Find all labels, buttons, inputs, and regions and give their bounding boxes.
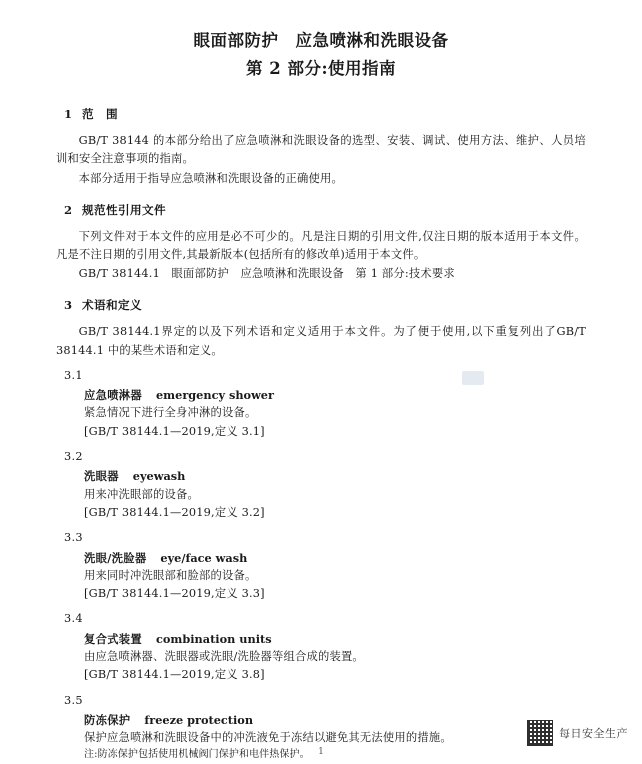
section-2-paragraph-1: 下列文件对于本文件的应用是必不可少的。凡是注日期的引用文件,仅注日期的版本适用于本文件。凡是不注日期的引用文件,其最新版本(包括所有的修改单)适用于本文件。	[56, 229, 586, 261]
section-number-3: 3	[64, 298, 73, 313]
term-definition: 紧急情况下进行全身冲淋的设备。	[84, 406, 257, 420]
section-number-2: 2	[64, 202, 73, 217]
term-number: 3.2	[64, 450, 83, 464]
watermark-mark	[462, 371, 484, 385]
document-body	[56, 105, 586, 764]
term-source: [GB/T 38144.1—2019,定义 3.8]	[84, 668, 265, 682]
section-title-2: 规范性引用文件	[82, 202, 166, 217]
page-title: 眼面部防护 应急喷淋和洗眼设备	[193, 31, 449, 50]
term-definition: 用来同时冲洗眼部和脸部的设备。	[84, 568, 257, 582]
section-title-3: 术语和定义	[82, 298, 142, 313]
term-name-en: emergency shower	[156, 388, 274, 403]
term-source: [GB/T 38144.1—2019,定义 3.3]	[84, 587, 265, 601]
term-name	[84, 467, 586, 485]
page-number: 1	[318, 747, 324, 757]
term-definition: 保护应急喷淋和洗眼设备中的冲洗液免于冻结以避免其无法使用的措施。	[84, 731, 452, 745]
term-definition: 用来冲洗眼部的设备。	[84, 487, 199, 501]
section-title-1: 范 围	[82, 107, 118, 122]
section-number-1: 1	[64, 107, 73, 122]
term-name	[84, 711, 586, 729]
term-source: [GB/T 38144.1—2019,定义 3.2]	[84, 505, 265, 519]
term-name	[84, 386, 586, 404]
term-name-cn: 防冻保护	[84, 712, 131, 727]
term-name-en: eyewash	[132, 469, 186, 484]
term-name-cn: 洗眼器	[84, 469, 119, 484]
section-heading-2	[64, 201, 586, 220]
term-name-cn: 复合式装置	[84, 631, 142, 646]
section-heading-3	[64, 296, 586, 315]
term-name-en: eye/face wash	[160, 550, 248, 565]
qr-code-icon	[527, 720, 553, 746]
term-name-cn: 洗眼/洗脸器	[84, 550, 147, 565]
term-name	[84, 630, 586, 648]
term-name-en: freeze protection	[144, 712, 254, 727]
term-name-cn: 应急喷淋器	[84, 388, 142, 403]
section-heading-1	[64, 105, 586, 124]
term-note: 注:防冻保护包括使用机械阀门保护和电伴热保护。	[84, 749, 310, 761]
page-subtitle: 第 2 部分:使用指南	[245, 58, 397, 78]
term-number: 3.4	[64, 612, 83, 626]
term-number: 3.1	[64, 368, 83, 382]
section-1-paragraph-2: 本部分适用于指导应急喷淋和洗眼设备的正确使用。	[78, 171, 344, 185]
footer-badge-label: 每日安全生产	[559, 728, 628, 740]
footer-badge	[523, 717, 634, 749]
term-name	[84, 549, 586, 567]
section-3-paragraph-1: GB/T 38144.1界定的以及下列术语和定义适用于本文件。为了便于使用,以下重复列出了GB/T 38144.1 中的某些术语和定义。	[56, 325, 586, 357]
term-number: 3.5	[64, 693, 83, 707]
term-name-en: combination units	[156, 631, 272, 646]
term-number: 3.3	[64, 531, 83, 545]
section-1-paragraph-1: GB/T 38144 的本部分给出了应急喷淋和洗眼设备的选型、安装、调试、使用方法、维护、人员培训和安全注意事项的指南。	[56, 133, 586, 166]
term-definition: 由应急喷淋器、洗眼器或洗眼/洗脸器等组合成的装置。	[84, 650, 364, 663]
section-2-paragraph-2: GB/T 38144.1 眼面部防护 应急喷淋和洗眼设备 第 1 部分:技术要求	[78, 267, 455, 281]
term-source: [GB/T 38144.1—2019,定义 3.1]	[84, 424, 265, 438]
